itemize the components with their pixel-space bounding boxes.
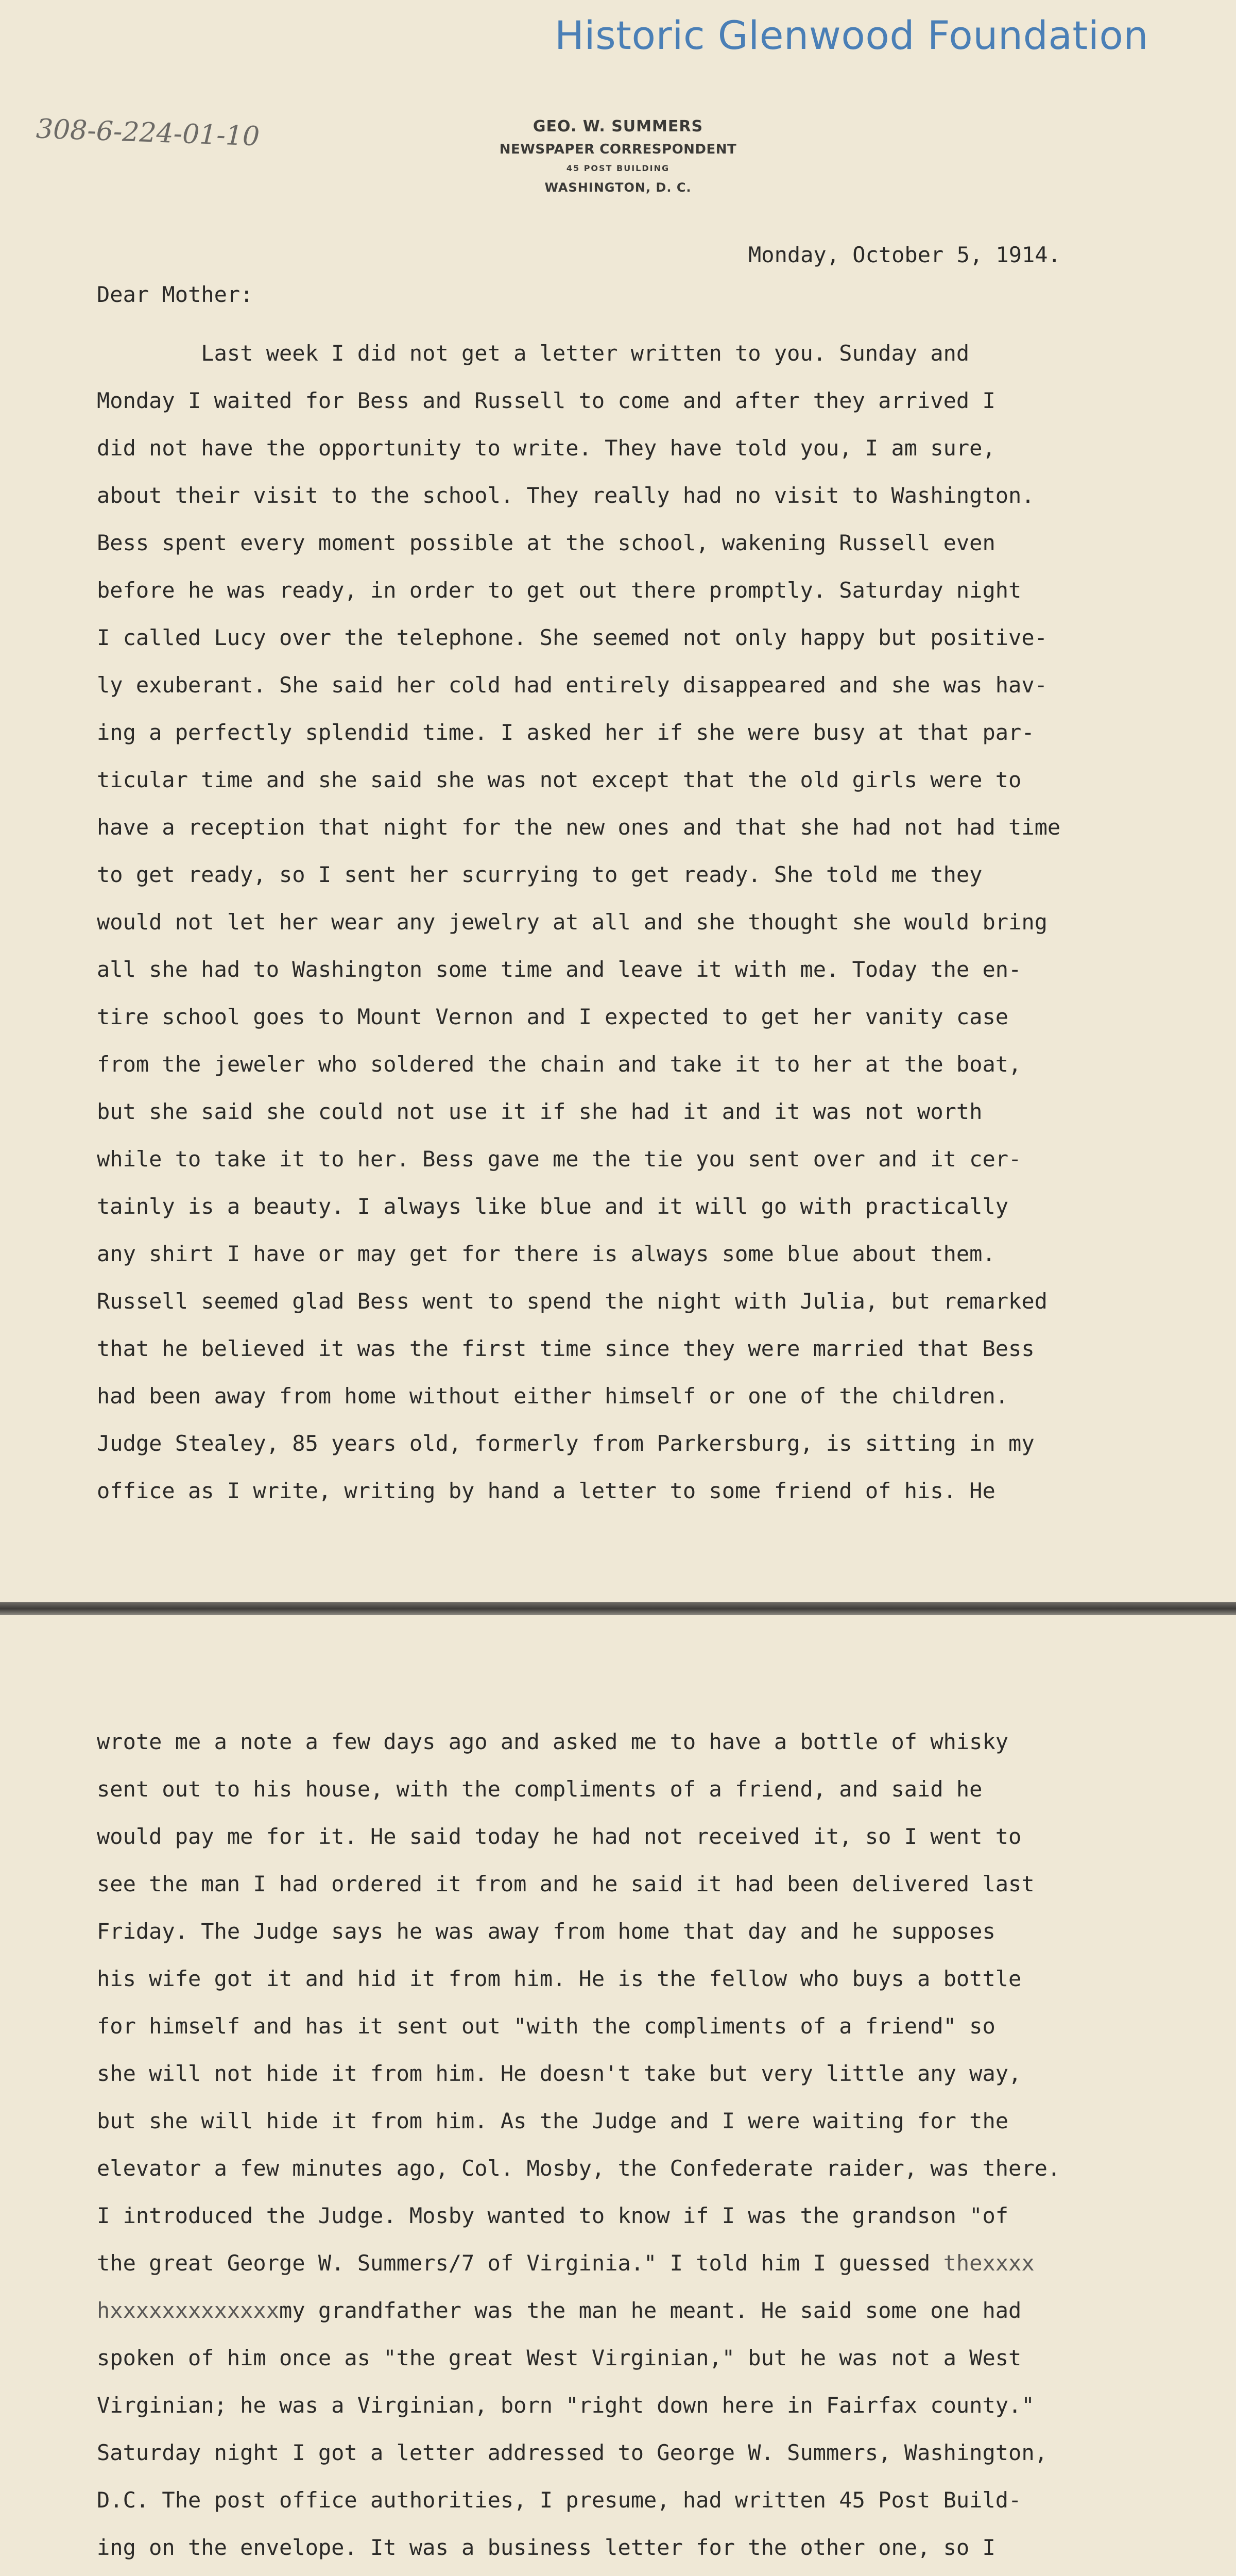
- body-line: Virginian; he was a Virginian, born "right down here in Fairfax county.": [97, 2393, 1035, 2418]
- body-line: [97, 2240, 1147, 2287]
- body-line: Judge Stealey, 85 years old, formerly from Parkersburg, is sitting in my: [97, 1431, 1035, 1456]
- body-line: had been away from home without either himself or one of the children.: [97, 1383, 1009, 1409]
- letterhead-address: 45 POST BUILDING: [566, 163, 670, 173]
- body-line: office as I write, writing by hand a letter to some friend of his. He: [97, 1478, 995, 1503]
- letterhead-city: WASHINGTON, D. C.: [544, 180, 692, 195]
- page-1-body: [97, 330, 1147, 1515]
- body-line: she will not hide it from him. He doesn't take but very little any way,: [97, 2061, 1022, 2086]
- body-line: spoken of him once as "the great West Virginian," but he was not a West: [97, 2345, 1022, 2370]
- body-line: Monday I waited for Bess and Russell to come and after they arrived I: [97, 388, 995, 413]
- body-line: Friday. The Judge says he was away from home that day and he supposes: [97, 1919, 995, 1944]
- body-line: for himself and has it sent out "with the compliments of a friend" so: [97, 2013, 995, 2039]
- line-text: the great George W. Summers/7 of Virginia." I told him I guessed: [97, 2250, 943, 2276]
- body-line: I introduced the Judge. Mosby wanted to know if I was the grandson "of: [97, 2203, 1009, 2228]
- body-line: all she had to Washington some time and leave it with me. Today the en-: [97, 957, 1022, 982]
- body-line: would pay me for it. He said today he had not received it, so I went to: [97, 1824, 1022, 1849]
- body-line: Last week I did not get a letter written to you. Sunday and: [97, 341, 970, 366]
- body-line: to get ready, so I sent her scurrying to get ready. She told me they: [97, 862, 983, 887]
- body-line: wrote me a note a few days ago and asked me to have a bottle of whisky: [97, 1729, 1009, 1754]
- body-line: but she said she could not use it if she had it and it was not worth: [97, 1099, 983, 1124]
- body-line: elevator a few minutes ago, Col. Mosby, the Confederate raider, was there.: [97, 2156, 1061, 2181]
- body-line: see the man I had ordered it from and he said it had been delivered last: [97, 1871, 1035, 1896]
- struck-out-text: hxxxxxxxxxxxxx: [97, 2298, 280, 2323]
- body-line: did not have the opportunity to write. They have told you, I am sure,: [97, 435, 995, 461]
- letter-date: Monday, October 5, 1914.: [748, 242, 1061, 267]
- letterhead-name: GEO. W. SUMMERS: [533, 117, 703, 135]
- body-line: tire school goes to Mount Vernon and I expected to get her vanity case: [97, 1004, 1009, 1029]
- salutation: Dear Mother:: [97, 282, 253, 307]
- body-line: his wife got it and hid it from him. He is the fellow who buys a bottle: [97, 1966, 1022, 1991]
- archive-id-handwritten: 308-6-224-01-10: [36, 113, 261, 152]
- body-line: ticular time and she said she was not except that the old girls were to: [97, 767, 1022, 792]
- page-separator: [0, 1602, 1236, 1615]
- body-line: have a reception that night for the new ones and that she had not had time: [97, 815, 1061, 840]
- letterhead-title: NEWSPAPER CORRESPONDENT: [499, 142, 737, 157]
- body-line: that he believed it was the first time since they were married that Bess: [97, 1336, 1035, 1361]
- body-line: ly exuberant. She said her cold had entirely disappeared and she was hav-: [97, 672, 1048, 698]
- body-line: [97, 2287, 1147, 2334]
- page-2-body: [97, 1718, 1147, 2576]
- body-line: I called Lucy over the telephone. She seemed not only happy but positive-: [97, 625, 1048, 650]
- struck-out-text: thexxxx: [943, 2250, 1035, 2276]
- body-line: D.C. The post office authorities, I presume, had written 45 Post Build-: [97, 2487, 1022, 2513]
- letter-page-2: [0, 1615, 1236, 2576]
- body-line: Russell seemed glad Bess went to spend the night with Julia, but remarked: [97, 1289, 1048, 1314]
- line-text: my grandfather was the man he meant. He said some one had: [279, 2298, 1022, 2323]
- foundation-watermark: Historic Glenwood Foundation: [554, 12, 1148, 58]
- body-line: sent out to his house, with the compliments of a friend, and said he: [97, 1776, 983, 1802]
- body-line: any shirt I have or may get for there is always some blue about them.: [97, 1241, 995, 1266]
- body-line: ing on the envelope. It was a business letter for the other one, so I: [97, 2535, 995, 2560]
- body-line: would not let her wear any jewelry at all and she thought she would bring: [97, 909, 1048, 935]
- body-line: tainly is a beauty. I always like blue and it will go with practically: [97, 1194, 1009, 1219]
- letterhead: [464, 114, 772, 198]
- body-line: while to take it to her. Bess gave me the tie you sent over and it cer-: [97, 1146, 1022, 1172]
- body-line: about their visit to the school. They really had no visit to Washington.: [97, 483, 1035, 508]
- body-line: Bess spent every moment possible at the school, wakening Russell even: [97, 530, 995, 555]
- body-line: Saturday night I got a letter addressed to George W. Summers, Washington,: [97, 2440, 1048, 2465]
- body-line: ing a perfectly splendid time. I asked her if she were busy at that par-: [97, 720, 1035, 745]
- body-line: [97, 2571, 1147, 2576]
- body-line: before he was ready, in order to get out there promptly. Saturday night: [97, 578, 1022, 603]
- body-line: from the jeweler who soldered the chain and take it to her at the boat,: [97, 1052, 1022, 1077]
- body-line: but she will hide it from him. As the Judge and I were waiting for the: [97, 2108, 1009, 2133]
